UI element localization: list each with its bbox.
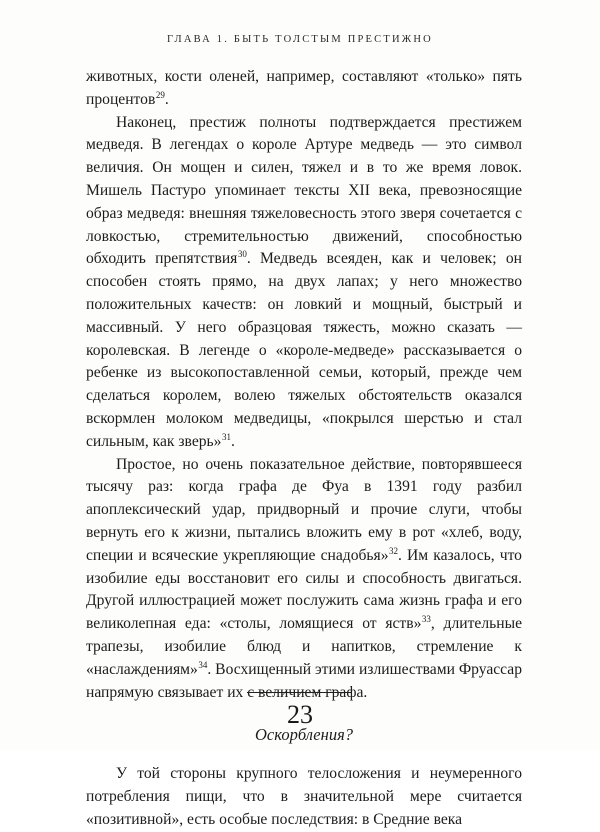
paragraph-1: животных, кости оленей, например, составляют «только» пять процентов$^{29}$. (86, 68, 522, 108)
footnote-ref[interactable]: 30 (237, 249, 247, 260)
page-number: 23 (287, 700, 313, 729)
paragraph-text: . Медведь всеяден, как и человек; он способен стоять прямо, на двух лапах; у него множество положительных качеств: он ловкий и мощный, быстрый и массивный. У него образцовая тяжесть, можно сказать — королевская. В легенде о «короле-медведе» рассказывается о ребенке из высокопоставленной семьи, который, прежде чем сделаться королем, волею тяжелых обстоятельств оказался вскормлен молоком медведицы, «покрылся шерстью и стал сильным, как зверь» (86, 250, 522, 450)
paragraph-text: . Восхищенный этими излишествами Фруассар напрямую связывает их с величием графа. (86, 660, 522, 701)
footnote-ref[interactable]: 33 (421, 614, 431, 625)
paragraph-text: Наконец, престиж полноты подтверждается престижем медведя. В легендах о короле Артуре медведь — это символ величия. Он мощен и силен, тяжел и в то же время ловок. Мишель Пастуро упоминает тексты XII века, превозносящие образ медведя: внешняя тяжеловесность этого зверя сочетается с ловкостью, стремительностью движений, способностью обходить препятствия (86, 113, 522, 268)
folio-divider (247, 692, 351, 693)
paragraph-2: Наконец, престиж полноты подтверждается престижем медведя. В легендах о короле Артуре медведь — это символ величия. Он мощен и силен, тяжел и в то же время ловок. Мишель Пастуро упоминает тексты XII века, превозносящие образ медведя: внешняя тяжеловесность этого зверя сочетается с ловкостью, стремительностью движений, способностью обходить препятствия$^{30}$. Медведь всеяден, как и человек; он способен стоять прямо, на двух лапах; у него множество положительных качеств: он ловкий и мощный, быстрый и массивный. У него образцовая тяжесть, можно сказать — королевская. В легенде о «короле-медведе» рассказывается о ребенке из высокопоставленной семьи, который, прежде чем сделаться королем, волею тяжелых обстоятельств оказался вскормлен молоком медведицы, «покрылся шерстью и стал сильным, как зверь»$^{31}$. (86, 113, 522, 450)
paragraph-text: животных, кости оленей, например, составляют «только» пять процентов (86, 68, 522, 108)
footnote-ref[interactable]: 31 (221, 431, 231, 442)
paragraph-4: У той стороны крупного телосложения и неумеренного потребления пищи, что в значительной мере считается «позитивной», есть особые последствия: в Средние века (86, 765, 522, 828)
footnote-ref[interactable]: 29 (155, 89, 165, 100)
running-head: ГЛАВА 1. БЫТЬ ТОЛСТЫМ ПРЕСТИЖНО (167, 34, 433, 45)
paragraph-text: . Им казалось, что изобилие еды восстановит его силы и способность двигаться. Другой иллюстрацией может послужить сама жизнь графа и его великолепная еда: «столы, ломящиеся от яств» (86, 546, 522, 633)
paragraph-3 (86, 454, 522, 705)
footnote-ref[interactable]: 32 (389, 545, 399, 556)
paragraph-text: , длительные трапезы, изобилие блюд и напитков, стремление к «наслаждениям» (86, 615, 522, 678)
paragraph-text: Простое, но очень показательное действие, повторявшееся тысячу раз: когда графа де Фуа в 1391 году разбил апоплексический удар, придворный и прочие слуги, чтобы вернуть его к жизни, пытались вложить ему в рот «хлеб, воду, специи и всяческие укрепляющие снадобья» (86, 455, 522, 564)
footnote-ref[interactable]: 34 (198, 659, 208, 670)
section-heading: Оскорбления? (254, 725, 353, 745)
